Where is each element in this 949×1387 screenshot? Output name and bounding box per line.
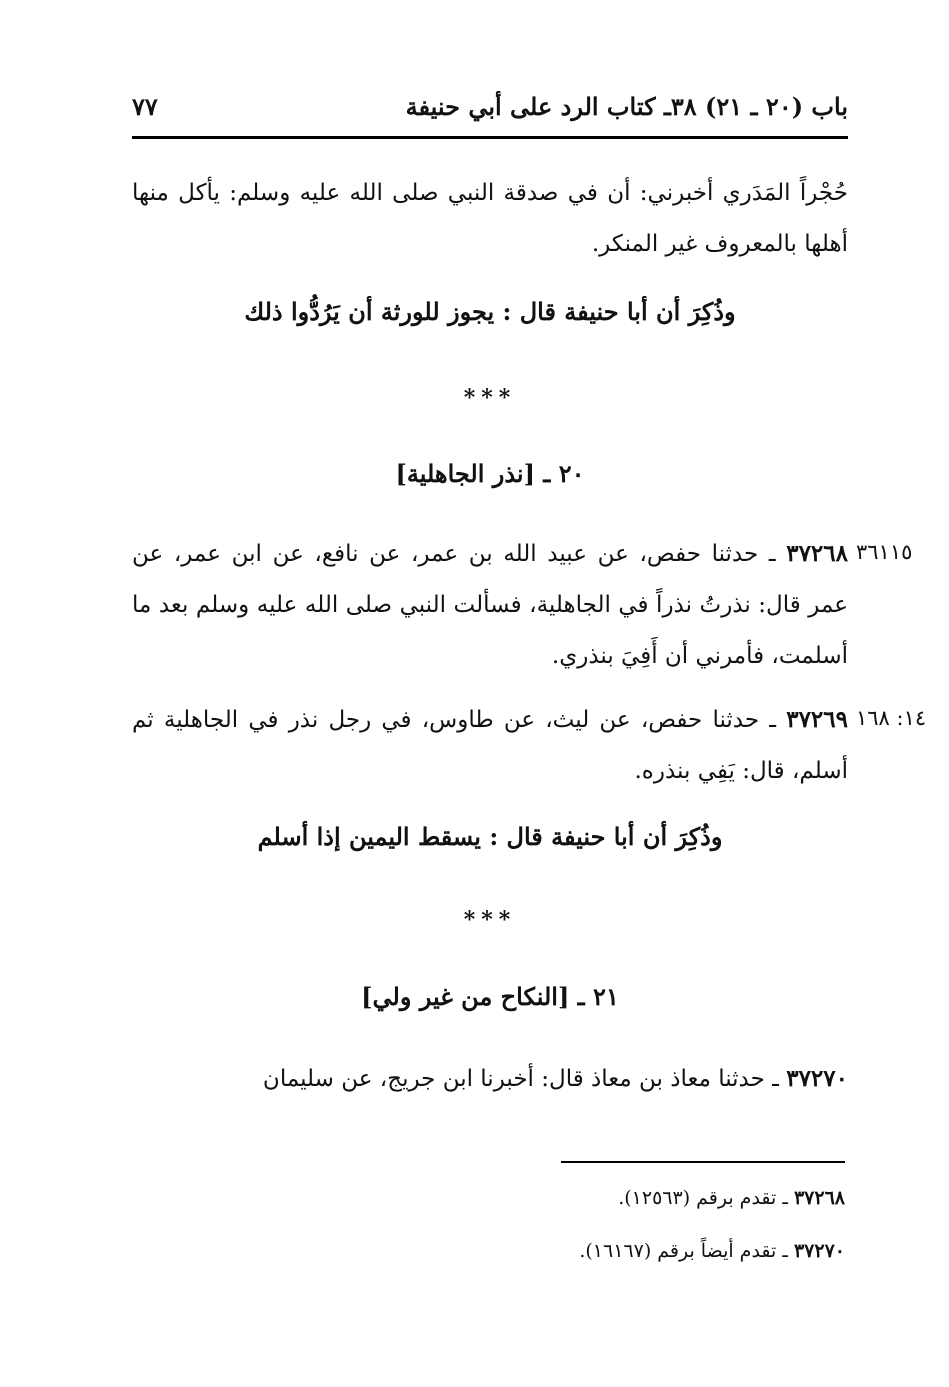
hadith-37268 [132,528,848,682]
footnote-text: ـ تقدم أيضاً برقم (١٦١٦٧). [579,1240,794,1262]
header-title: باب (٢٠ ـ ٢١) ٣٨ـ كتاب الرد على أبي حنيفة [405,92,848,121]
section-divider-stars-1: *** [463,385,517,411]
page-number: ٧٧ [132,92,158,121]
margin-reference-1: ٣٦١١٥ [856,540,913,564]
running-header [132,92,848,130]
margin-reference-2: ١٤: ١٦٨ [856,706,927,730]
section-divider-stars-2: *** [463,907,517,933]
section-heading-21: ٢١ ـ [النكاح من غير ولي] [361,982,619,1011]
footnote-rule [561,1161,845,1163]
footnote-1 [618,1187,845,1209]
dikr-heading-2: وذُكِرَ أن أبا حنيفة قال : يسقط اليمين إذا أسلم [257,822,723,851]
dikr-heading-1: وذُكِرَ أن أبا حنيفة قال : يجوز للورثة أن يَرُدُّوا ذلك [244,297,736,326]
footnote-number: ٣٧٢٧٠ [793,1240,845,1262]
hadith-number: ٣٧٢٧٠ [786,1065,848,1092]
section-heading-20: ٢٠ ـ [نذر الجاهلية] [395,459,585,488]
hadith-text: ـ حدثنا حفص، عن عبيد الله بن عمر، عن نافع، عن ابن عمر، عن عمر قال: نذرتُ نذراً في الجاهلية، فسألت النبي صلى الله عليه وسلم بعد ما أسلمت، فأمرني أن أَفِيَ بنذري. [132,541,848,669]
hadith-37270 [132,1053,848,1105]
hadith-text: ـ حدثنا حفص، عن ليث، عن طاوس، في رجل نذر في الجاهلية ثم أسلم، قال: يَفِي بنذره. [132,707,848,784]
hadith-number: ٣٧٢٦٨ [786,540,848,567]
footnote-text: ـ تقدم برقم (١٢٥٦٣). [618,1187,794,1209]
hadith-text: ـ حدثنا معاذ بن معاذ قال: أخبرنا ابن جريج، عن سليمان [262,1066,787,1092]
paragraph-continuation: حُجْراً المَدَري أخبرني: أن في صدقة النبي صلى الله عليه وسلم: يأكل منها أهلها بالمعروف غير المنكر. [132,180,848,257]
hadith-number: ٣٧٢٦٩ [786,706,848,733]
footnote-2 [579,1240,845,1262]
header-rule [132,136,848,139]
footnote-number: ٣٧٢٦٨ [793,1187,845,1209]
hadith-37269 [132,694,848,797]
